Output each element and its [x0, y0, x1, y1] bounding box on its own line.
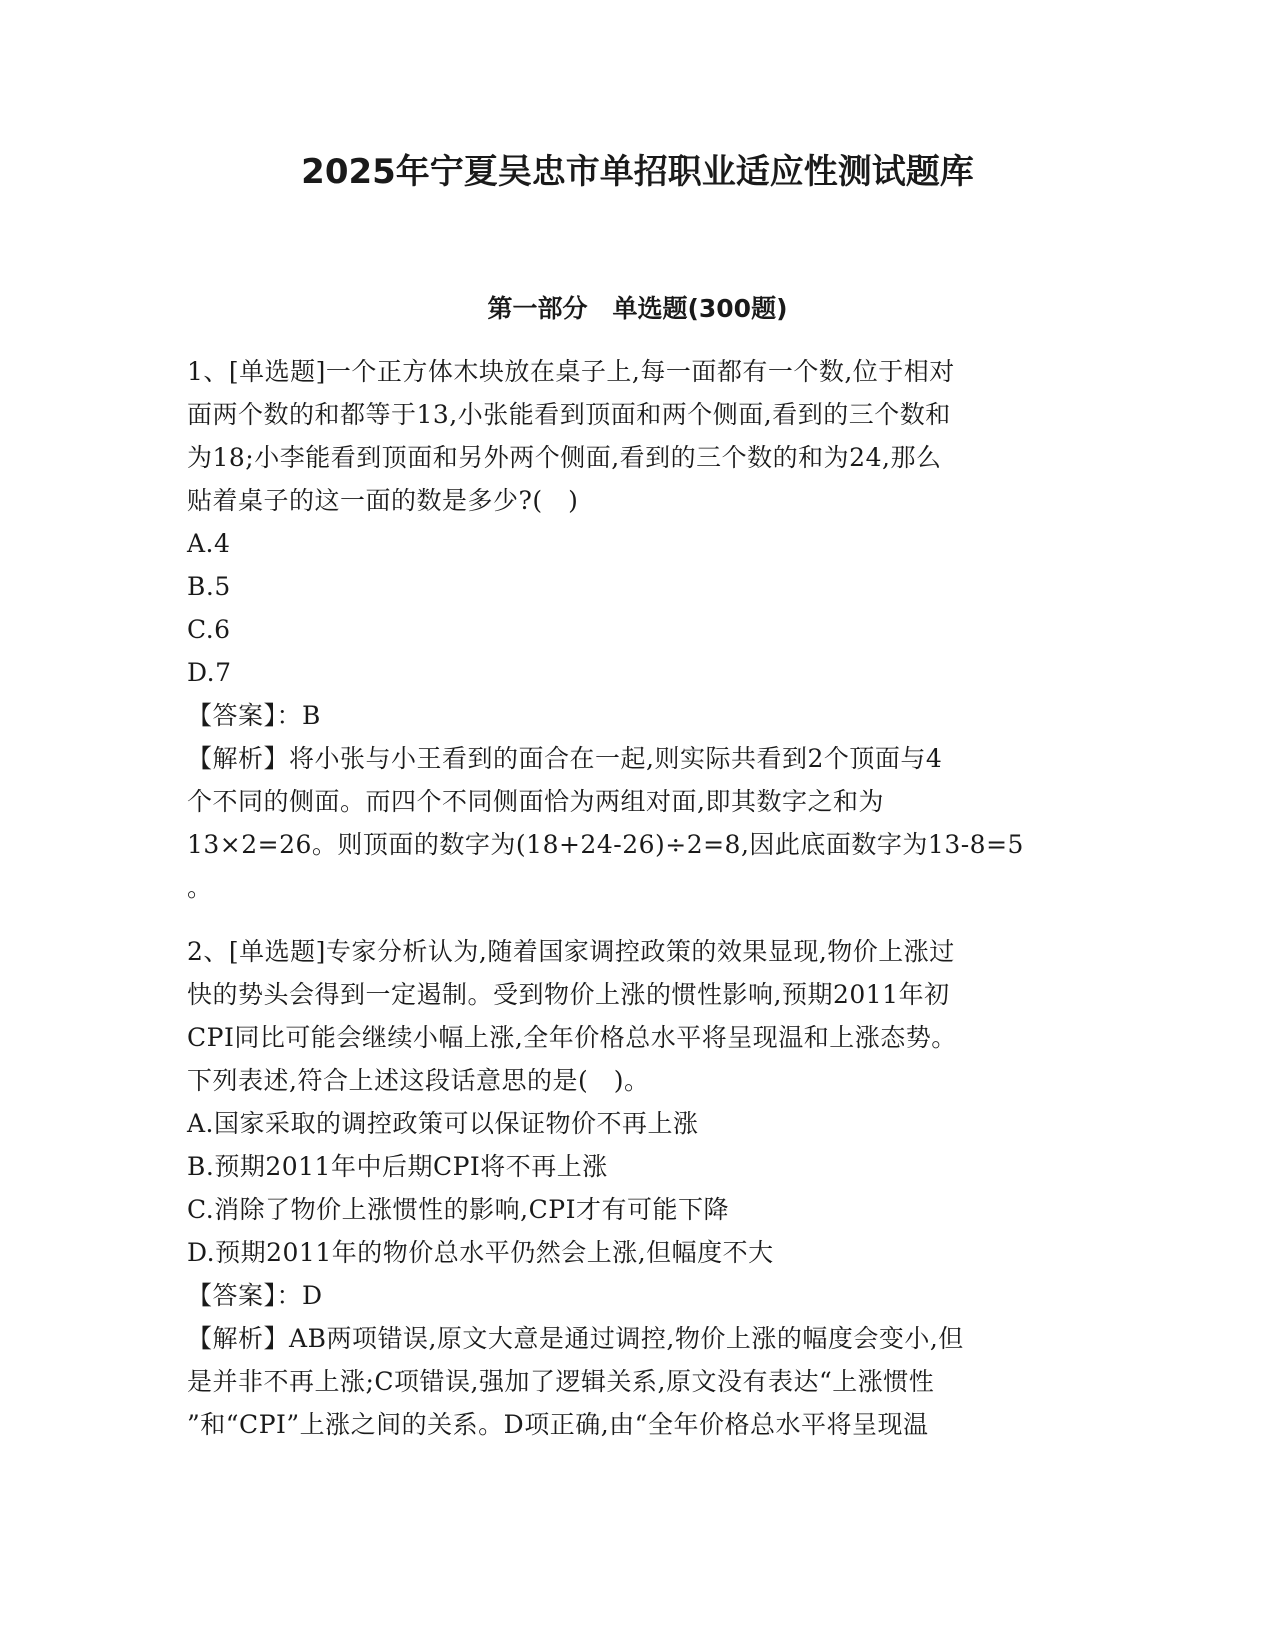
- option-b: B.5: [187, 572, 231, 601]
- analysis-line: 是并非不再上涨;C项错误,强加了逻辑关系,原文没有表达“上涨惯性: [187, 1367, 935, 1396]
- answer-value: B: [302, 701, 321, 730]
- question-stem-line: 下列表述,符合上述这段话意思的是( )。: [187, 1066, 650, 1095]
- answer-separator: ：: [276, 701, 303, 730]
- section-title: 第一部分 单选题(300题): [487, 294, 788, 323]
- option-d: D.7: [187, 658, 232, 687]
- answer-label: 【答案】: [187, 701, 277, 730]
- question-stem-line: 面两个数的和都等于13,小张能看到顶面和两个侧面,看到的三个数和: [187, 400, 951, 429]
- answer-separator: ：: [276, 1281, 303, 1310]
- answer-line: [187, 1274, 1087, 1317]
- option-a: A.4: [187, 529, 231, 558]
- question-stem-line: 为18;小李能看到顶面和另外两个侧面,看到的三个数的和为24,那么: [187, 443, 942, 472]
- option-c: C.6: [187, 615, 231, 644]
- question-stem-line: CPI同比可能会继续小幅上涨,全年价格总水平将呈现温和上涨态势。: [187, 1023, 957, 1052]
- answer-line: [187, 694, 1087, 737]
- analysis-line: 。: [187, 873, 213, 902]
- document-title: 2025年宁夏吴忠市单招职业适应性测试题库: [301, 152, 974, 192]
- answer-label: 【答案】: [187, 1281, 277, 1310]
- analysis-text: AB两项错误,原文大意是通过调控,物价上涨的幅度会变小,但: [289, 1324, 964, 1353]
- analysis-line: 13×2=26。则顶面的数字为(18+24-26)÷2=8,因此底面数字为13-8=5: [187, 830, 1024, 859]
- question-stem-line: 2、[单选题]专家分析认为,随着国家调控政策的效果显现,物价上涨过: [187, 937, 955, 966]
- analysis-line: ”和“CPI”上涨之间的关系。D项正确,由“全年价格总水平将呈现温: [187, 1410, 929, 1439]
- option-d: D.预期2011年的物价总水平仍然会上涨,但幅度不大: [187, 1238, 774, 1267]
- question-stem-line: 贴着桌子的这一面的数是多少?( ): [187, 486, 579, 515]
- analysis-label: 【解析】: [187, 744, 290, 773]
- question-stem-line: 快的势头会得到一定遏制。受到物价上涨的惯性影响,预期2011年初: [187, 980, 950, 1009]
- option-c: C.消除了物价上涨惯性的影响,CPI才有可能下降: [187, 1195, 729, 1224]
- option-a: A.国家采取的调控政策可以保证物价不再上涨: [187, 1109, 699, 1138]
- answer-value: D: [302, 1281, 323, 1310]
- question-1: [187, 350, 1087, 909]
- analysis-line: 个不同的侧面。而四个不同侧面恰为两组对面,即其数字之和为: [187, 787, 884, 816]
- analysis-line: [187, 1317, 1087, 1360]
- analysis-line: [187, 737, 1087, 780]
- question-2: [187, 930, 1087, 1446]
- analysis-text: 将小张与小王看到的面合在一起,则实际共看到2个顶面与4: [289, 744, 943, 773]
- question-stem-line: 1、[单选题]一个正方体木块放在桌子上,每一面都有一个数,位于相对: [187, 357, 955, 386]
- analysis-label: 【解析】: [187, 1324, 290, 1353]
- option-b: B.预期2011年中后期CPI将不再上涨: [187, 1152, 608, 1181]
